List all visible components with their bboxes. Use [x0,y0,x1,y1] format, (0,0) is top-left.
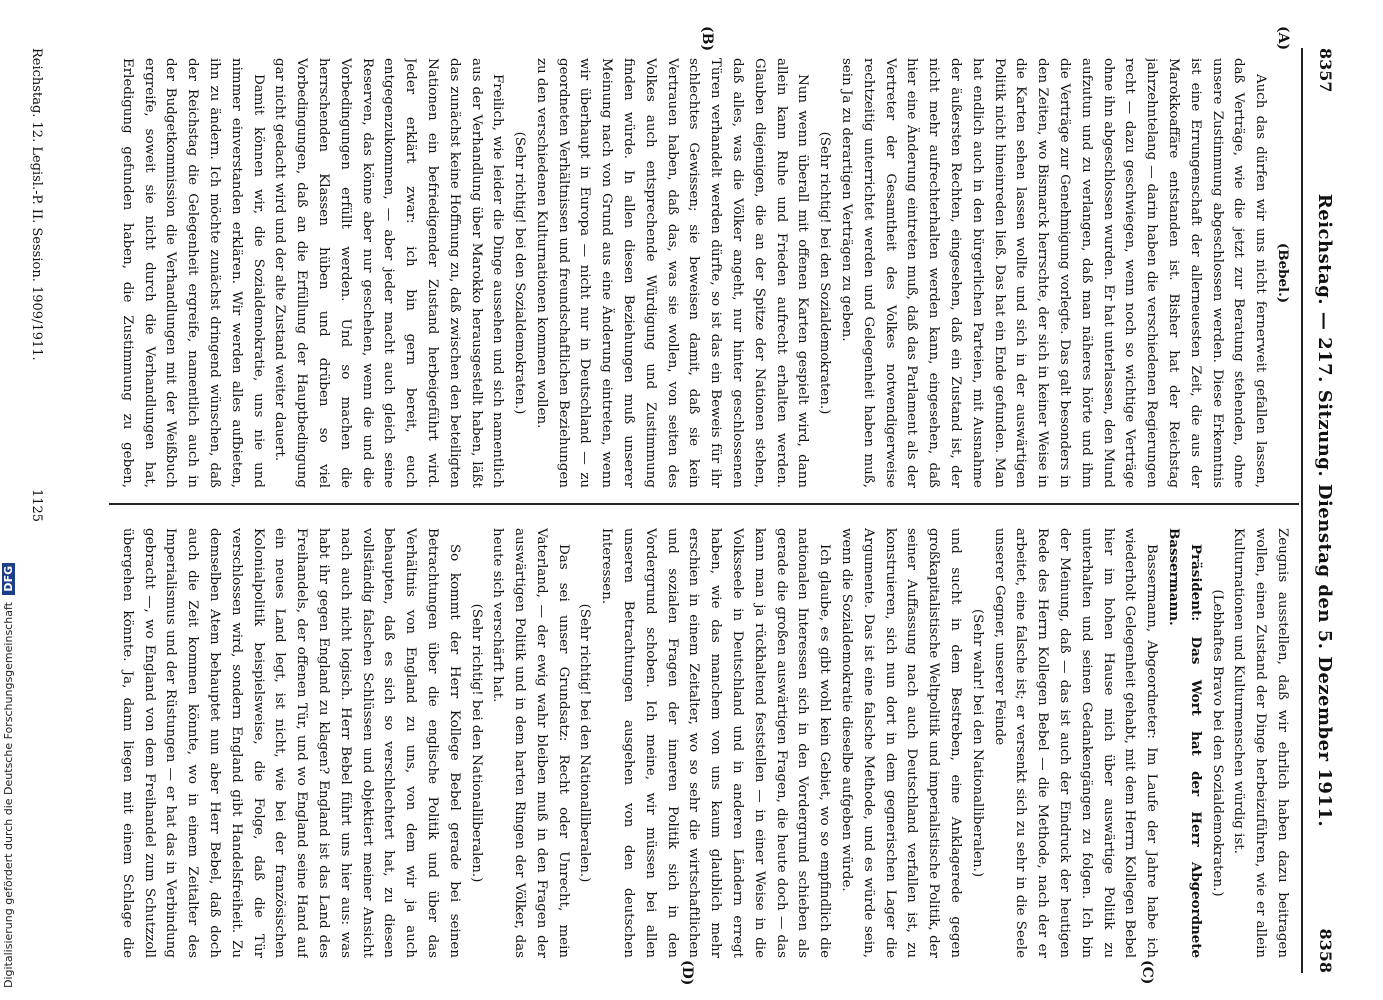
paragraph: Ich glaube, es gibt wohl kein Gebiet, wo so empfindlich die nationalen Interessen sich in den Vordergrund schieben als gerade die großen auswärtigen Fragen, die heute doch — das kann man ja rückhaltend feststellen — in einer Weise in die Volksseele in Deutschland und in anderen Ländern erregt haben, wie das manchem von uns kaum glaublich mehr erschien in einem Zeitalter, wo so sehr die wirtschaftlichen und sozialen Fragen der inneren Politik sich in den Vordergrund schoben. Ich meine, wir müssen bei allen unseren Betrachtungen ausgehen von den deutschen Interessen. [599,528,833,958]
margin-letter-c: (C) [1139,960,1155,985]
margin-letter-b: (B) [699,26,715,52]
margin-letter-a: (A) [1275,26,1291,51]
paragraph: Auch das dürfen wir uns nicht fernerweit gefallen lassen, daß Verträge, wie die jetzt zur Beratung stehenden, ohne unsere Zustimmung abgeschlossen werden. Diese Erkenntnis ist eine Errungenschaft der allerneuesten Zeit, die aus der Marokkoaffäre entstanden ist. Bisher hat der Reichstag jahrzehntelang — darin haben die verschiedenen Regierungen recht — dazu geschwiegen, wenn noch so wichtige Verträge ohne ihn abgeschlossen wurden. Er hat unterlassen, den Mund aufzutun und zu verlangen, daß man näheres hörte und ihm die Verträge zur Genehmigung vorlegte. Das galt besonders in den Zeiten, wo Bismarck herrschte, der sich in keiner Weise in die Karten sehen lassen wollte und sich in der auswärtigen Politik nicht hineinreden ließ. Das hat ein Ende gefunden. Man hat endlich auch in den bürgerlichen Parteien, mit Ausnahme der äußersten Rechten, eingesehen, daß ein Zustand ist, der nicht mehr aufrechterhalten werden kann, eingesehen, daß hier eine Änderung eintreten muß, daß das Parlament als der Vertreter der Gesamtheit des Volkes notwendigerweise rechtzeitig unterrichtet werden und Gelegenheit haben muß, sein Ja zu derartigen Verträgen zu geben. [839,58,1269,488]
footer-page-number: 1125 [29,488,44,523]
paragraph: Das sei unser Grundsatz: Recht oder Unrecht, mein Vaterland, — der ewig wahr bleiben muß in den Fragen der auswärtigen Politik und in dem harten Ringen der Völker, das heute sich verschärft hat. [490,528,571,958]
paragraph: Freilich, wie leider die Dinge aussehen und sich namentlich aus der Verhandlung über Marokko herausgestellt haben, läßt das zunächst keine Hoffnung zu, daß zwischen den beteiligten Nationen ein befriedigender Zustand herbeigeführt wird. Jeder erklärt zwar: ich bin gern bereit, euch entgegenzukommen, — aber jeder macht auch gleich seine Reserven, das könne aber nur geschehen, wenn die und die Vorbedingungen erfüllt werden. Und so machen die herrschenden Klassen hüben und drüben so viel Vorbedingungen, daß an die Erfüllung der Hauptbedingung gar nicht gedacht wird und der alte Zustand weiter dauert. [272,58,506,488]
paragraph: Bassermann, Abgeordneter: Im Laufe der Jahre habe ich wiederholt Gelegenheit gehabt, mit dem Herrn Kollegen Bebel hier im hohen Hause mich über auswärtige Politik zu unterhalten und seinen Gedankengängen zu folgen. Ich bin der Meinung, daß — das ist auch der Eindruck der heutigen Rede des Herrn Kollegen Bebel — die Methode, nach der er arbeitet, eine falsche ist; er versenkt sich zu sehr in die Seele unserer Gegner, unserer Feinde [991,528,1160,958]
paragraph: Nun wenn überall mit offenen Karten gespielt wird, dann allein kann Ruhe und Frieden aufrecht erhalten werden. Glauben diejenigen, die an der Spitze der Nationen stehen, daß alles, was die Völker angeht, nur hinter geschlossenen Türen verhandelt werden dürfte, so ist das ein Beweis für ihr schlechtes Gewissen; sie beweisen damit, daß sie kein Vertrauen haben, daß das, was sie wollen, von seiten des Volkes auch entsprechende Würdigung und Zustimmung finden würde. In allen diesen Beziehungen muß unserer Meinung nach von Grund aus eine Änderung eintreten, wenn wir überhaupt in Europa — nicht nur in Deutschland — zu geordneten Verhältnissen und freundschaftlichen Beziehungen zu den verschiedenen Kulturnationen kommen wollen. [533,58,811,488]
stage-direction: (Lebhaftes Bravo bei den Sozialdemokraten.) [1209,589,1225,897]
stage-direction: (Sehr wahr! bei den Nationalliberalen.) [969,608,985,878]
running-title: Reichstag. — 217. Sitzung. Dienstag den 5. Dezember 1911. [1314,193,1335,828]
footer-legislature: Reichstag. 12. Legisl.-P. II. Session. 1909/1911. [29,48,44,361]
stage-direction: (Sehr richtig! bei den Sozialdemokraten.) [512,131,528,415]
paragraph: Damit können wir, die Sozialdemokratie, uns nie und nimmer einverstanden erklären. Wir werden alles aufbieten, ihn zu ändern. Ich möchte zunächst dringend wünschen, daß der Reichstag die Gelegenheit ergreife, namentlich auch in der Budgetkommission die Verhandlungen mit der Weißbuch ergreife, soweit sie nicht durch die Verhandlungen hat, Erledigung gefunden haben, die Zustimmung zu geben, [119,58,266,488]
column-divider [109,503,1299,505]
digitization-note-text: Digitalisierung gefördert durch die Deutsche Forschungsgemeinschaft [2,602,15,988]
speaker-tag: (Bebel.) [1275,242,1291,304]
dfg-logo: DFG [2,563,15,595]
rotated-page [15,18,1355,993]
digitization-note [2,563,15,988]
margin-letter-d: (D) [679,960,695,986]
right-column [113,528,1293,958]
header-rule [1301,48,1303,973]
left-column [113,58,1293,488]
page-number-left: 8357 [1316,48,1335,93]
stage-direction: (Sehr richtig! bei den Sozialdemokraten.) [817,131,833,415]
paragraph: So kommt der Herr Kollege Bebel gerade bei seinen Betrachtungen über die englische Politik und über das Verhältnis von England zu uns, von dem wir ja auch behaupten, daß es sich so verschlechtert hat, zu diesen vollständig falschen Schlüssen und objektiert meiner Ansicht nach auch nicht logisch. Herr Bebel führt uns hier aus: was habt ihr gegen England zu klagen? England ist das Land des Freihandels, der offenen Tür, und wo England seine Hand auf ein neues Land legt, ist nicht, wie bei der französischen Kolonialpolitik beispielsweise, die Folge, daß die Tür verschlossen wird, sondern England gibt Handelsfreiheit. Zu demselben Atem behauptet nun aber Herr Bebel, daß doch auch die Zeit kommen könnte, wo in einem Zeitalter des Imperialismus und der Rüstungen — er hat das in Verbindung gebracht —, wo England von dem Freihandel zum Schutzzoll übergehen könnte. Ja, dann liegen mit einem Schlage die [119,528,462,958]
paragraph: Zeugnis ausstellen, daß wir ehrlich haben dazu beitragen wollen, einen Zustand der Dinge herbeizuführen, wie er allein Kulturnationen und Kulturmenschen würdig ist. [1231,528,1290,958]
page-number-right: 8358 [1316,928,1335,973]
running-head [1307,48,1335,973]
stage-direction: (Sehr richtig! bei den Nationalliberalen.) [468,603,484,883]
president-line: Präsident: Das Wort hat der Herr Abgeordnete Bassermann. [1166,528,1204,958]
paragraph: und sucht in dem Bestreben, eine Anklagerede gegen großkapitalistische Weltpolitik und imperialistische Politik, der seiner Auffassung nach auch Deutschland verfallen ist, zu konstruieren, sich nun dort in dem gegnerischen Lager die Argumente. Das ist eine falsche Methode, und es würde sein, wenn die Sozialdemokratie dieselbe aufgeben würde. [839,528,964,958]
stage-direction: (Sehr richtig! bei den Nationalliberalen.) [577,603,593,883]
